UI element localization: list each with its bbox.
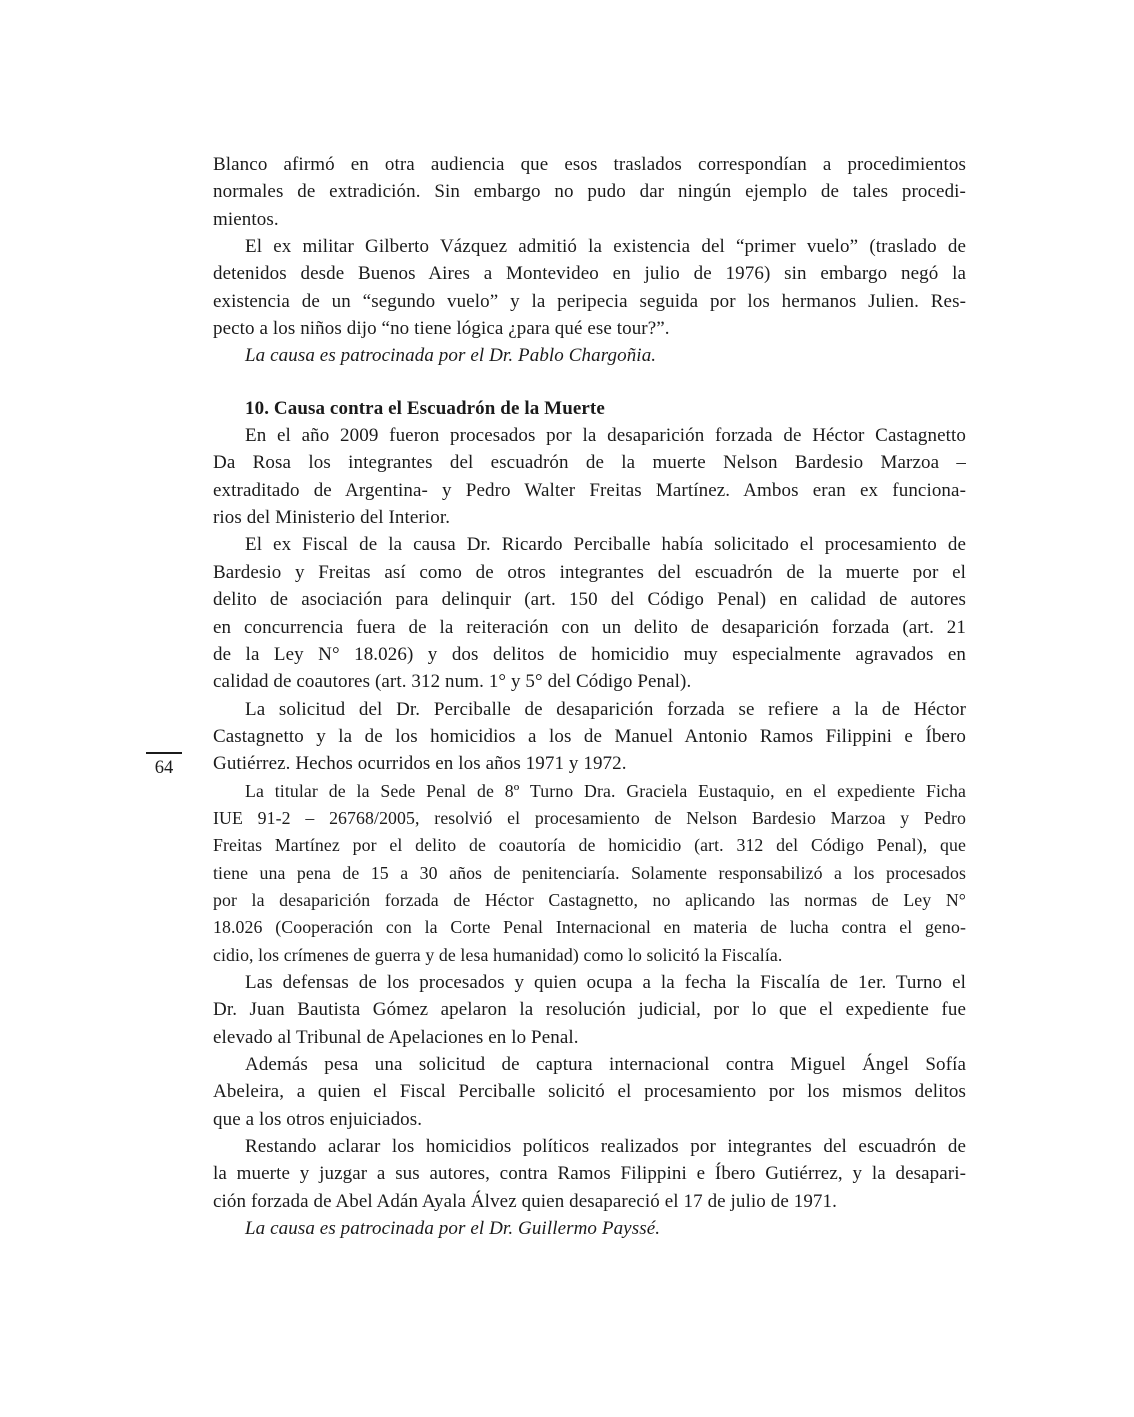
text-line: que a los otros enjuiciados. [213, 1108, 423, 1130]
paragraph [213, 1051, 966, 1133]
text-line: Da Rosa los integrantes del escuadrón de la muerte Nelson Bardesio Marzoa – [213, 452, 966, 474]
text-line: Además pesa una solicitud de captura internacional contra Miguel Ángel Sofía [245, 1054, 966, 1075]
text-line: 18.026 (Cooperación con la Corte Penal Internacional en materia de lucha contra el geno- [213, 917, 966, 938]
text-line: por la desaparición forzada de Héctor Castagnetto, no aplicando las normas de Ley N° [213, 889, 966, 910]
text-line: La solicitud del Dr. Perciballe de desaparición forzada se refiere a la de Héctor [245, 698, 966, 720]
text-line: El ex Fiscal de la causa Dr. Ricardo Perciballe había solicitado el procesamiento de [245, 534, 966, 556]
text-line: la muerte y juzgar a sus autores, contra Ramos Filippini e Íbero Gutiérrez, y la desapari- [213, 1163, 966, 1185]
text-line: La causa es patrocinada por el Dr. Guillermo Payssé. [245, 1218, 661, 1240]
paragraph [213, 233, 966, 342]
text-line: 10. Causa contra el Escuadrón de la Muerte [245, 397, 605, 419]
text-line: en concurrencia fuera de la reiteración con un delito de desaparición forzada (art. 21 [213, 616, 966, 638]
text-line: calidad de coautores (art. 312 num. 1° y 5° del Código Penal). [213, 671, 692, 693]
text-line: pecto a los niños dijo “no tiene lógica ¿para qué ese tour?”. [213, 318, 670, 340]
text-line: Freitas Martínez por el delito de coautoría de homicidio (art. 312 del Código Penal), que [213, 835, 966, 856]
text-line: Abeleira, a quien el Fiscal Perciballe solicitó el procesamiento por los mismos delitos [213, 1081, 966, 1103]
text-line: Las defensas de los procesados y quien ocupa a la fecha la Fiscalía de 1er. Turno el [245, 971, 966, 993]
text-line: elevado al Tribunal de Apelaciones en lo Penal. [213, 1026, 579, 1048]
text-block [213, 151, 966, 1242]
paragraph [213, 531, 966, 695]
section-heading [213, 395, 966, 422]
text-line: cidio, los crímenes de guerra y de lesa humanidad) como lo solicitó la Fiscalía. [213, 944, 783, 965]
text-line: normales de extradición. Sin embargo no pudo dar ningún ejemplo de tales procedi- [213, 181, 966, 203]
paragraph [213, 151, 966, 233]
text-line: Restando aclarar los homicidios políticos realizados por integrantes del escuadrón de [245, 1136, 966, 1158]
text-line: Bardesio y Freitas así como de otros integrantes del escuadrón de la muerte por el [213, 561, 966, 583]
paragraph [213, 969, 966, 1051]
text-line: IUE 91-2 – 26768/2005, resolvió el procesamiento de Nelson Bardesio Marzoa y Pedro [213, 807, 966, 828]
text-line: Gutiérrez. Hechos ocurridos en los años 1971 y 1972. [213, 753, 627, 775]
paragraph [213, 1215, 966, 1242]
page-number-value: 64 [154, 758, 174, 778]
paragraph [213, 696, 966, 778]
text-line: El ex militar Gilberto Vázquez admitió la existencia del “primer vuelo” (traslado de [245, 236, 966, 258]
text-line: Dr. Juan Bautista Gómez apelaron la resolución judicial, por lo que el expediente fue [213, 999, 966, 1021]
text-line: rios del Ministerio del Interior. [213, 507, 451, 529]
text-line: delito de asociación para delinquir (art. 150 del Código Penal) en calidad de autores [213, 589, 966, 611]
paragraph [213, 422, 966, 531]
text-line: ción forzada de Abel Adán Ayala Álvez quien desapareció el 17 de julio de 1971. [213, 1190, 837, 1212]
text-line: La causa es patrocinada por el Dr. Pablo Chargoñia. [245, 345, 657, 367]
paragraph [213, 342, 966, 369]
paragraph [213, 1133, 966, 1215]
text-line: mientos. [213, 208, 279, 230]
page-number [146, 752, 182, 779]
text-line: En el año 2009 fueron procesados por la desaparición forzada de Héctor Castagnetto [245, 425, 966, 447]
text-line: de la Ley N° 18.026) y dos delitos de homicidio muy especialmente agravados en [213, 643, 966, 665]
text-line: existencia de un “segundo vuelo” y la peripecia seguida por los hermanos Julien. Res- [213, 290, 966, 312]
text-line: tiene una pena de 15 a 30 años de penitenciaría. Solamente responsabilizó a los procesados [213, 862, 966, 883]
text-line: Blanco afirmó en otra audiencia que esos traslados correspondían a procedimientos [213, 154, 966, 175]
text-line: Castagnetto y la de los homicidios a los de Manuel Antonio Ramos Filippini e Íbero [213, 725, 966, 747]
paragraph [213, 778, 966, 969]
text-line: La titular de la Sede Penal de 8º Turno Dra. Graciela Eustaquio, en el expediente Ficha [245, 780, 966, 801]
text-line: detenidos desde Buenos Aires a Montevideo en julio de 1976) sin embargo negó la [213, 263, 966, 285]
text-line: extraditado de Argentina- y Pedro Walter Freitas Martínez. Ambos eran ex funciona- [213, 479, 966, 501]
